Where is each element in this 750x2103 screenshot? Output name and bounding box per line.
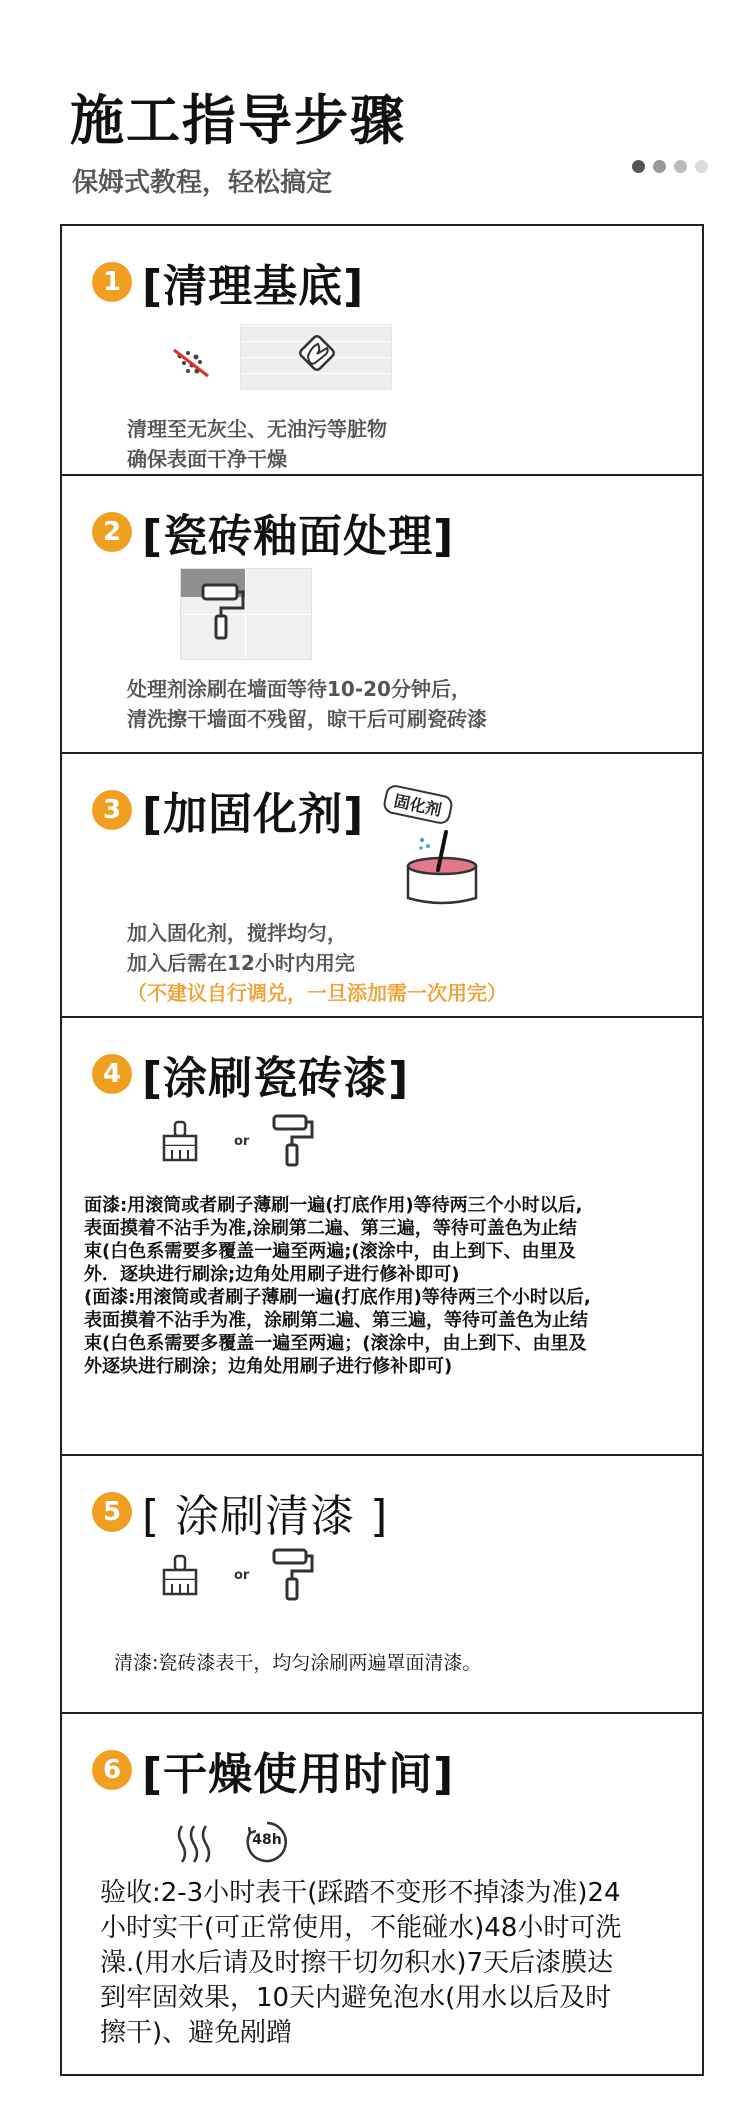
hardener-tag: 固化剂 [382,783,455,826]
body-line-3: 澡.(用水后请及时擦干切勿积水)7天后漆膜达 [100,1948,614,1978]
roller-icon [272,1548,316,1602]
step-heading [92,1480,388,1544]
step-body: 清漆:瓷砖漆表干，均匀涂刷两遍罩面清漆。 [114,1652,482,1674]
roller-icon [272,1114,316,1168]
step-number-badge: 4 [92,1054,132,1094]
desc-line-1: 加入固化剂，搅拌均匀， [127,921,347,945]
wiping-hand-icon [294,330,344,380]
page-header [70,78,710,198]
dust-cross-icon [170,346,216,380]
brush-icon [160,1120,200,1164]
body-line-3: 束(白色系需要多覆盖一遍至两遍;(滚涂中，由上到下、由里及 [84,1241,576,1262]
desc-line-1: 处理剂涂刷在墙面等待10-20分钟后， [127,677,471,701]
body-line-1: 面漆:用滚筒或者刷子薄刷一遍(打底作用)等待两三个小时以后, [84,1195,583,1216]
step-card-2 [60,474,704,754]
body-line-5: (面漆:用滚筒或者刷子薄刷一遍(打底作用)等待两三个小时以后, [84,1287,591,1308]
desc-line-2: 确保表面干净干燥 [127,447,287,471]
step-title: [干燥使用时间] [142,1749,455,1800]
step-heading [92,1042,409,1106]
step-heading [92,778,364,842]
body-line-2: 表面摸着不沾手为准,涂刷第二遍、第三遍，等待可盖色为止结 [84,1218,577,1239]
body-line-6: 表面摸着不沾手为准，涂刷第二遍、第三遍，等待可盖色为止结 [84,1310,588,1331]
step-card-1 [60,224,704,476]
step-title: [ 涂刷清漆 ] [142,1491,389,1542]
step-number-badge: 5 [92,1492,132,1532]
step-card-5 [60,1454,704,1714]
step-number-badge: 6 [92,1750,132,1790]
step-title: [加固化剂] [142,789,365,840]
step-heading [92,1738,454,1802]
paint-roller-on-tile-icon [180,568,312,660]
48h-clock-icon [245,1820,289,1864]
step-description [127,918,507,1008]
pager-dot-1[interactable] [632,160,645,173]
step-card-3 [60,752,704,1018]
heat-waves-icon [174,1824,218,1864]
step-heading [92,250,364,314]
warning-note: （不建议自行调兑，一旦添加需一次用完） [127,981,507,1005]
page-title: 施工指导步骤 [70,89,406,152]
bucket-stir-icon [402,826,482,906]
pager-dot-3[interactable] [674,160,687,173]
step-number-badge: 3 [92,790,132,830]
step-title: [清理基底] [142,261,365,312]
step-title: [涂刷瓷砖漆] [142,1053,410,1104]
clock-label: 48h [252,1832,282,1848]
body-line-4: 到牢固效果，10天内避免泡水(用水以后及时 [100,1983,612,2013]
page-subtitle: 保姆式教程，轻松搞定 [72,168,333,198]
step-description [127,414,387,474]
pager-dots[interactable] [632,160,708,173]
step-body [84,1194,591,1378]
body-line-1: 验收:2-3小时表干(踩踏不变形不掉漆为准)24 [100,1878,621,1908]
step-description [127,674,487,734]
body-line-5: 擦干)、避免剐蹭 [100,2018,293,2048]
desc-line-1: 清理至无灰尘、无油污等脏物 [127,417,387,441]
step-heading [92,500,454,564]
body-line-8: 外逐块进行刷涂；边角处用刷子进行修补即可) [84,1356,453,1377]
step-number-badge: 2 [92,512,132,552]
brush-icon [160,1554,200,1598]
desc-line-2: 清洗擦干墙面不残留，晾干后可刷瓷砖漆 [127,707,487,731]
desc-line-2: 加入后需在12小时内用完 [127,951,355,975]
body-line-7: 束(白色系需要多覆盖一遍至两遍；(滚涂中，由上到下、由里及 [84,1333,587,1354]
step-number-badge: 1 [92,262,132,302]
or-label: or [234,1134,250,1149]
body-line-4: 外．逐块进行刷涂;边角处用刷子进行修补即可) [84,1264,460,1285]
step-card-6 [60,1712,704,2076]
pager-dot-2[interactable] [653,160,666,173]
pager-dot-4[interactable] [695,160,708,173]
step-title: [瓷砖釉面处理] [142,511,455,562]
step-card-4 [60,1016,704,1456]
or-label: or [234,1568,250,1583]
step-body [100,1876,621,2051]
body-line-2: 小时实干(可正常使用，不能碰水)48小时可洗 [100,1913,622,1943]
